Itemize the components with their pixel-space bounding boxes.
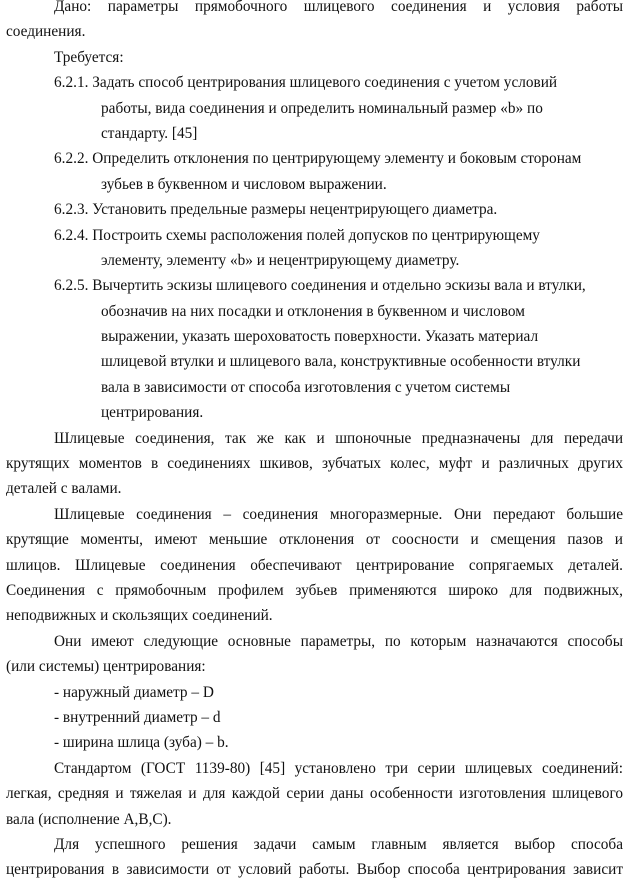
para5-line-2: центрирования в зависимости от условий работы. Выбор способа центрирования зависит [6, 861, 623, 879]
param-spline-width: - ширина шлица (зуба) – b. [54, 734, 229, 752]
task-6-2-5-line-1: 6.2.5. Вычертить эскизы шлицевого соединения и отдельно эскизы вала и втулки, [54, 277, 586, 295]
para2-line-4: Соединения с прямобочным профилем зубьев применяются широко для подвижных, [6, 581, 623, 599]
task-6-2-5-line-4: шлицевой втулки и шлицевого вала, конструктивные особенности втулки [101, 353, 581, 371]
task-6-2-5-line-2: обозначив на них посадки и отклонения в буквенном и числовом [101, 302, 525, 320]
para4-line-1: Стандартом (ГОСТ 1139-80) [45] установлено три серии шлицевых соединений: [54, 759, 623, 777]
task-6-2-1-line-2: работы, вида соединения и определить номинальный размер «b» по [101, 99, 543, 117]
para1-line-3: деталей с валами. [6, 480, 122, 498]
task-6-2-5-line-6: центрирования. [101, 404, 204, 422]
para4-line-2: легкая, средняя и тяжелая и для каждой серии даны особенности изготовления шлицевого [6, 785, 623, 803]
task-6-2-4-line-2: элементу, элементу «b» и нецентрирующему диаметру. [101, 251, 460, 269]
param-inner-diameter: - внутренний диаметр – d [54, 708, 221, 726]
para1-line-2: крутящих моментов в соединениях шкивов, зубчатых колес, муфт и различных других [6, 455, 623, 473]
task-6-2-1-line-1: 6.2.1. Задать способ центрирования шлицевого соединения с учетом условий [54, 74, 558, 92]
para1-line-1: Шлицевые соединения, так же как и шпоночные предназначены для передачи [54, 429, 623, 447]
task-6-2-4-line-1: 6.2.4. Построить схемы расположения полей допусков по центрирующему [54, 226, 540, 244]
para5-line-1: Для успешного решения задачи самым главным является выбор способа [54, 835, 623, 853]
para3-line-1: Они имеют следующие основные параметры, по которым назначаются способы [54, 632, 623, 650]
task-6-2-2-line-2: зубьев в буквенном и числовом выражении. [101, 175, 387, 193]
task-6-2-5-line-5: вала в зависимости от способа изготовления с учетом системы [101, 378, 511, 396]
para4-line-3: вала (исполнение А,В,С). [6, 810, 172, 828]
given-line-2: соединения. [6, 23, 86, 41]
para3-line-2: (или системы) центрирования: [6, 658, 206, 676]
para2-line-1: Шлицевые соединения – соединения многоразмерные. Они передают большие [54, 505, 623, 523]
required-label: Требуется: [54, 48, 124, 66]
para2-line-3: шлицов. Шлицевые соединения обеспечивают центрирование сопрягаемых деталей. [6, 556, 623, 574]
para2-line-2: крутящие моменты, имеют меньшие отклонения от соосности и смещения пазов и [6, 531, 623, 549]
task-6-2-3-line-1: 6.2.3. Установить предельные размеры нецентрирующего диаметра. [54, 201, 498, 219]
param-outer-diameter: - наружный диаметр – D [54, 683, 214, 701]
para2-line-5: неподвижных и скользящих соединений. [6, 607, 273, 625]
task-6-2-1-line-3: стандарту. [45] [101, 124, 198, 142]
task-6-2-2-line-1: 6.2.2. Определить отклонения по центрирующему элементу и боковым сторонам [54, 150, 582, 168]
task-6-2-5-line-3: выражении, указать шероховатость поверхности. Указать материал [101, 328, 539, 346]
given-line-1: Дано: параметры прямобочного шлицевого соединения и условия работы [54, 0, 623, 15]
